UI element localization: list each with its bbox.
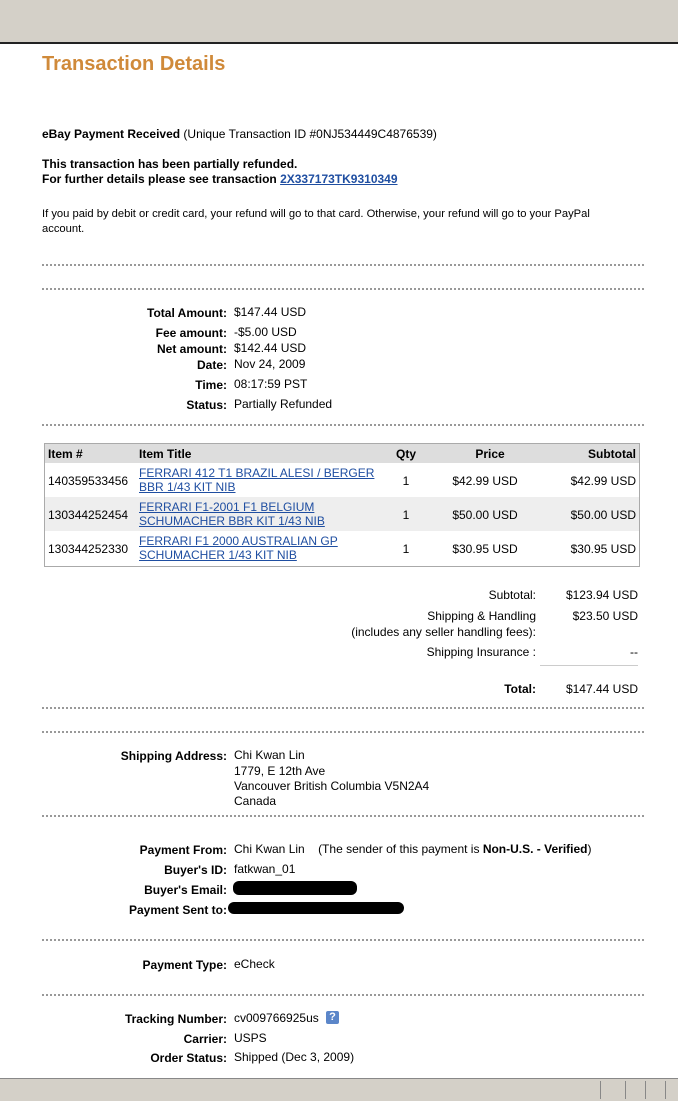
item-price: $42.99 USD xyxy=(452,474,518,488)
status-bar-divider xyxy=(665,1081,666,1099)
item-title-line[interactable]: BBR 1/43 KIT NIB xyxy=(139,480,236,494)
payment-sent-to-label: Payment Sent to: xyxy=(128,903,227,917)
date-value: Nov 24, 2009 xyxy=(234,357,306,371)
shipping-handling-value: $23.50 USD xyxy=(572,609,638,623)
divider xyxy=(42,288,644,290)
table-row xyxy=(45,497,639,531)
divider xyxy=(42,939,644,941)
item-qty: 1 xyxy=(402,508,410,522)
status-bar-divider xyxy=(600,1081,601,1099)
fee-amount-value: -$5.00 USD xyxy=(234,325,297,339)
total-value: $147.44 USD xyxy=(565,682,638,696)
buyer-email-label: Buyer's Email: xyxy=(144,883,227,897)
time-value: 08:17:59 PST xyxy=(234,377,308,391)
status-value: Partially Refunded xyxy=(234,397,333,411)
table-row xyxy=(45,463,639,497)
subtotal-label: Subtotal: xyxy=(488,588,536,602)
payment-from-name: Chi Kwan Lin xyxy=(234,842,305,856)
item-title-link[interactable] xyxy=(139,500,325,528)
transaction-id: (Unique Transaction ID #0NJ534449C4876539) xyxy=(183,127,437,141)
page-title: Transaction Details xyxy=(42,53,226,75)
col-item-title: Item Title xyxy=(139,447,192,461)
shipping-address-line: 1779, E 12th Ave xyxy=(234,764,326,778)
buyer-id-label: Buyer's ID: xyxy=(164,863,227,877)
col-item-number: Item # xyxy=(48,447,83,461)
date-label: Date: xyxy=(196,358,227,372)
subtotal-value: $123.94 USD xyxy=(565,588,638,602)
payment-received-label: eBay Payment Received xyxy=(42,127,181,141)
refund-info-line1: If you paid by debit or credit card, your refund will go to that card. Otherwise, your refund will go to your PayPal xyxy=(42,208,590,220)
shipping-insurance-label: Shipping Insurance : xyxy=(426,645,536,659)
question-mark-icon[interactable]: ? xyxy=(326,1011,339,1024)
status-label: Status: xyxy=(186,398,227,412)
carrier-label: Carrier: xyxy=(183,1032,227,1046)
item-qty: 1 xyxy=(402,542,410,556)
table-row xyxy=(45,531,639,565)
item-subtotal: $42.99 USD xyxy=(570,474,636,488)
payment-from-value xyxy=(234,842,592,856)
item-title-line[interactable]: SCHUMACHER 1/43 KIT NIB xyxy=(139,548,297,562)
sender-note-suffix: ) xyxy=(587,842,592,856)
redacted-email-scribble xyxy=(233,881,357,895)
items-table xyxy=(44,443,640,567)
net-amount-value: $142.44 USD xyxy=(234,341,307,355)
refund-transaction-link[interactable]: 2X337173TK9310349 xyxy=(280,172,398,186)
carrier-value: USPS xyxy=(234,1031,267,1045)
col-price: Price xyxy=(475,447,505,461)
total-amount-value: $147.44 USD xyxy=(234,305,307,319)
item-title-line[interactable]: FERRARI 412 T1 BRAZIL ALESI / BERGER xyxy=(139,466,375,480)
status-bar-divider xyxy=(645,1081,646,1099)
item-title-line[interactable]: FERRARI F1 2000 AUSTRALIAN GP xyxy=(139,534,338,548)
shipping-address-line: Vancouver British Columbia V5N2A4 xyxy=(234,779,430,793)
divider xyxy=(42,264,644,266)
shipping-handling-label: Shipping & Handling xyxy=(427,609,536,623)
divider xyxy=(42,994,644,996)
payment-received-line xyxy=(42,127,437,141)
tracking-number-label: Tracking Number: xyxy=(124,1012,227,1026)
time-label: Time: xyxy=(195,378,227,392)
divider xyxy=(42,424,644,426)
col-qty: Qty xyxy=(395,447,416,461)
status-bar-divider xyxy=(625,1081,626,1099)
order-status-label: Order Status: xyxy=(150,1051,227,1065)
net-amount-label: Net amount: xyxy=(157,342,227,356)
shipping-handling-note: (includes any seller handling fees): xyxy=(351,625,536,639)
refund-notice-prefix: For further details please see transaction xyxy=(42,172,281,186)
item-price: $30.95 USD xyxy=(452,542,518,556)
divider xyxy=(42,815,644,817)
item-subtotal: $30.95 USD xyxy=(570,542,636,556)
item-number: 130344252454 xyxy=(48,508,129,522)
item-title-link[interactable] xyxy=(139,466,374,494)
total-amount-label: Total Amount: xyxy=(147,306,227,320)
table-header xyxy=(45,444,639,463)
order-status-value: Shipped (Dec 3, 2009) xyxy=(234,1050,355,1064)
item-subtotal: $50.00 USD xyxy=(570,508,636,522)
item-title-link[interactable] xyxy=(139,534,338,562)
payment-type-label: Payment Type: xyxy=(142,958,227,972)
tracking-number-value: cv009766925us xyxy=(234,1011,319,1025)
divider xyxy=(42,707,644,709)
item-title-line[interactable]: SCHUMACHER BBR KIT 1/43 NIB xyxy=(139,514,325,528)
refund-notice-line1: This transaction has been partially refunded. xyxy=(42,157,298,171)
payment-type-value: eCheck xyxy=(234,957,275,971)
shipping-address-label: Shipping Address: xyxy=(120,749,227,763)
col-subtotal: Subtotal xyxy=(588,447,636,461)
browser-status-bar xyxy=(0,1078,678,1101)
refund-notice-line2 xyxy=(42,172,398,186)
shipping-address-line: Canada xyxy=(234,794,277,808)
buyer-id-value: fatkwan_01 xyxy=(234,862,296,876)
item-price: $50.00 USD xyxy=(452,508,518,522)
item-qty: 1 xyxy=(402,474,410,488)
shipping-insurance-value: -- xyxy=(630,645,638,659)
shipping-address-line: Chi Kwan Lin xyxy=(234,748,305,762)
total-label: Total: xyxy=(504,682,536,696)
redacted-recipient-scribble xyxy=(228,902,404,914)
item-number: 140359533456 xyxy=(48,474,129,488)
item-number: 130344252330 xyxy=(48,542,129,556)
browser-top-bar xyxy=(0,0,678,44)
divider xyxy=(42,731,644,733)
item-title-line[interactable]: FERRARI F1-2001 F1 BELGIUM xyxy=(139,500,315,514)
totals-rule xyxy=(540,665,638,666)
fee-amount-label: Fee amount: xyxy=(155,326,227,340)
payment-from-label: Payment From: xyxy=(139,843,227,857)
refund-info-line2: account. xyxy=(42,223,85,235)
sender-note-prefix: (The sender of this payment is xyxy=(318,842,483,856)
sender-status: Non-U.S. - Verified xyxy=(482,842,588,856)
